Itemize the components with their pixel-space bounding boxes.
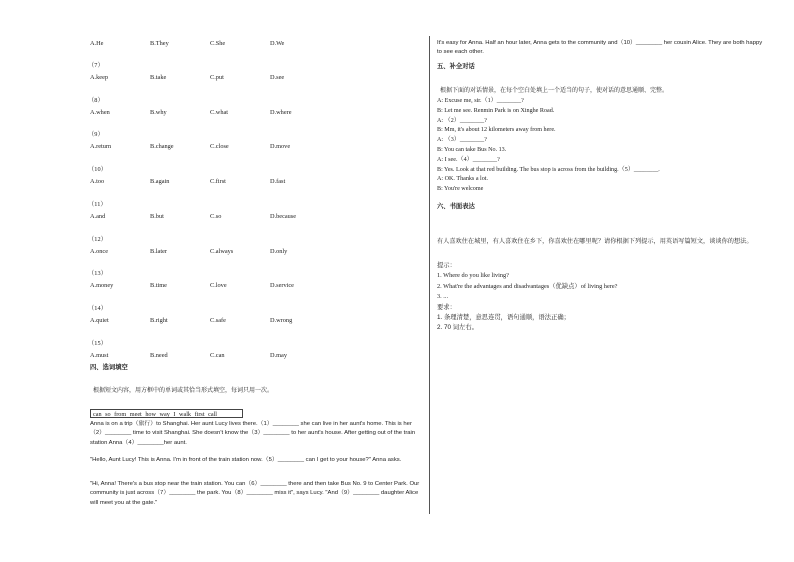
option-a[interactable]: A.He [90,40,104,47]
option-c[interactable]: C.put [210,74,224,81]
passage-paragraph-4: It's easy for Anna. Half an hour later, Anna gets to the community and（10）________ her cousin Alice. They are both happy to see each other. [437,40,763,56]
option-d[interactable]: D.only [270,247,288,255]
option-a[interactable]: A.when [90,108,110,116]
option-a[interactable]: A.once [90,247,109,255]
dialogue-line: B: Mm, it's about 12 kilometers away from here. [437,127,556,134]
question-number: （13） [88,270,107,278]
option-c[interactable]: C.first [210,178,226,186]
option-d[interactable]: D.We [270,40,285,47]
option-b[interactable]: B.change [150,143,174,151]
question-number: （12） [88,235,107,243]
option-d[interactable]: D.fast [270,178,286,186]
section5-instruction: 根据下面的对话情景，在每个空白处填上一个适当的句子，使对话的意思通顺、完整。 [440,88,669,94]
option-b[interactable]: B.later [150,247,167,255]
option-d[interactable]: D.see [270,74,285,81]
hint-item: 3. ... [437,293,449,300]
option-b[interactable]: B.right [150,316,168,324]
option-a[interactable]: A.quiet [90,316,109,324]
option-d[interactable]: D.move [270,143,291,151]
option-d[interactable]: D.may [270,351,287,359]
dialogue-line: A: （2）________? [437,117,487,124]
option-a[interactable]: A.money [90,282,114,290]
option-b[interactable]: B.need [150,351,168,359]
option-a[interactable]: A.return [90,143,112,151]
question-number: （14） [88,304,107,312]
option-c[interactable]: C.so [210,212,222,220]
option-b[interactable]: B.time [150,282,167,290]
option-d[interactable]: D.because [270,212,297,220]
section5-title: 五、补全对话 [437,63,475,70]
hint-item: 2. What're the advantages and disadvantages（优缺点）of living here? [437,282,618,290]
question-number: （10） [88,166,107,174]
question-number: （15） [88,339,107,347]
option-c[interactable]: C.safe [210,316,226,324]
passage-paragraph-3: "Hi, Anna! There's a bus stop near the train station. You can（6）________ there and then take Bus No. 9 to Center Park. Our community is just across（7）________ the park. You（8）________ miss it", says Lucy. "And（9）________ daughter Alice will meet you at the gate." [90,481,420,506]
hint-item: 1. Where do you like living? [437,272,509,279]
section4-title: 四、选词填空 [90,364,128,371]
option-b[interactable]: B.again [150,178,170,186]
option-b[interactable]: B.take [150,74,167,81]
dialogue-line: B: Yes. Look at that red building. The bus stop is across from the building.（5）________. [437,166,660,173]
option-c[interactable]: C.close [210,143,229,151]
option-c[interactable]: C.She [210,40,226,47]
requirement-item: 1. 条理清楚，意思连贯，语句通顺，语法正确； [437,314,570,321]
option-c[interactable]: C.what [210,108,229,116]
essay-prompt: 有人喜欢住在城里，有人喜欢住在乡下，你喜欢住在哪里呢？请你根据下列提示，用英语写篇短文，谈谈你的想法。 [437,238,753,245]
dialogue-line: B: Let me see. Renmin Park is on Xinghe Road. [437,107,555,114]
option-b[interactable]: B.They [150,40,169,47]
section4-instruction: 根据短文内容，用方框中的单词或其恰当形式填空，每词只用一次。 [93,388,274,394]
option-b[interactable]: B.why [150,108,167,116]
option-b[interactable]: B.but [150,212,164,220]
dialogue-line: B: You can take Bus No. 13. [437,147,507,153]
word-box: can so from meet how way I walk first call [90,409,243,418]
option-a[interactable]: A.too [90,178,105,186]
question-number: （8） [88,96,104,104]
dialogue-line: A: Excuse me, sir.（1）________? [437,98,524,104]
option-c[interactable]: C.can [210,351,225,359]
option-a[interactable]: A.and [90,212,106,220]
dialogue-line: A: I see.（4）________? [437,156,500,163]
option-c[interactable]: C.love [210,282,227,290]
question-number: （7） [88,62,104,69]
dialogue-line: A: （3）________? [437,137,487,144]
passage-paragraph-1: Anna is on a trip（旅行）to Shanghai. Her aunt Lucy lives there.（1）________ she can live in her aunt's home. This is her（2）________ time to visit Shanghai. She doesn't know the（3）________ to her aunt's house. After getting out of the train station Anna（4）________her aunt. [90,421,416,446]
dialogue-line: A: OK. Thanks a lot. [437,176,489,183]
option-d[interactable]: D.service [270,282,294,290]
option-c[interactable]: C.always [210,247,234,255]
hints-title: 提示： [437,262,456,269]
dialogue-line: B: You're welcome [437,186,484,193]
option-a[interactable]: A.must [90,351,109,359]
question-number: （9） [88,131,104,139]
option-d[interactable]: D.where [270,108,292,116]
requirements-title: 要求： [437,304,456,311]
option-d[interactable]: D.wrong [270,316,293,324]
requirement-item: 2. 70 词左右。 [437,323,478,331]
option-a[interactable]: A.keep [90,74,109,81]
right-column [430,0,794,562]
section6-title: 六、书面表达 [437,203,475,210]
passage-paragraph-2: "Hello, Aunt Lucy! This is Anna. I'm in front of the train station now.（5）________ can I get to your house?" Anna asks. [90,457,402,463]
question-number: （11） [88,200,107,208]
